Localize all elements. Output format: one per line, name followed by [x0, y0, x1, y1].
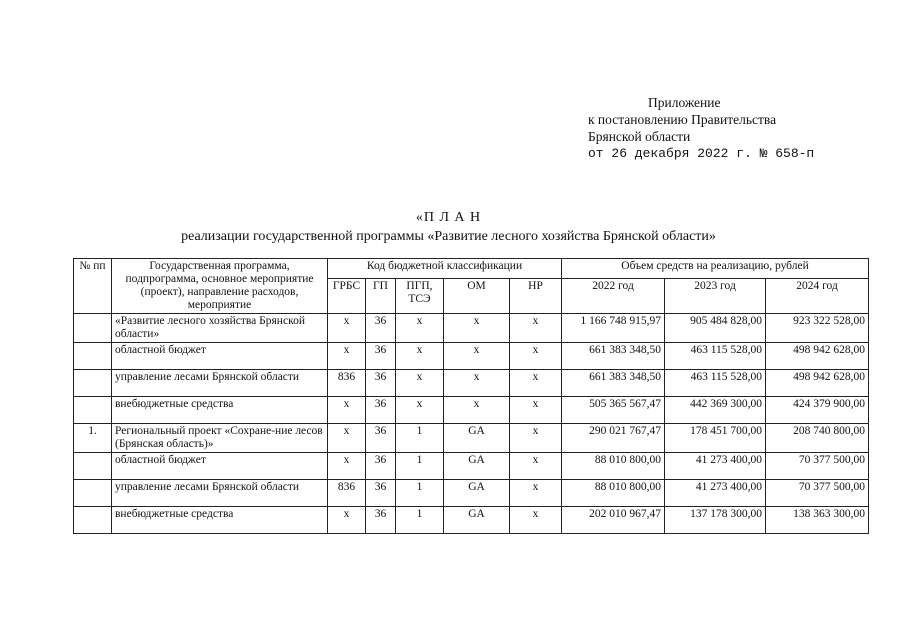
row-om: х: [444, 343, 510, 370]
row-number: [74, 370, 112, 397]
row-ppgp: 1: [396, 453, 444, 480]
row-2024: 138 363 300,00: [766, 507, 869, 534]
row-nr: х: [510, 314, 562, 343]
row-gp: 36: [366, 507, 396, 534]
row-om: GA: [444, 480, 510, 507]
appendix-date: от 26 декабря 2022 г. № 658-п: [588, 146, 815, 161]
row-2024: 70 377 500,00: [766, 480, 869, 507]
row-gp: 36: [366, 453, 396, 480]
row-gp: 36: [366, 397, 396, 424]
row-2022: 661 383 348,50: [562, 370, 665, 397]
row-number: [74, 314, 112, 343]
table-row: [74, 370, 869, 397]
row-om: GA: [444, 453, 510, 480]
row-2022: 202 010 967,47: [562, 507, 665, 534]
header-2022: 2022 год: [562, 278, 665, 313]
row-name: управление лесами Брянской области: [112, 480, 328, 507]
row-ppgp: 1: [396, 480, 444, 507]
row-2023: 178 451 700,00: [665, 424, 766, 453]
row-2023: 137 178 300,00: [665, 507, 766, 534]
row-om: GA: [444, 424, 510, 453]
row-nr: х: [510, 424, 562, 453]
row-gp: 36: [366, 370, 396, 397]
plan-table: [73, 258, 869, 534]
row-ppgp: 1: [396, 424, 444, 453]
row-nr: х: [510, 343, 562, 370]
header-code-group: Код бюджетной классификации: [328, 259, 562, 279]
row-2024: 498 942 628,00: [766, 370, 869, 397]
row-ppgp: х: [396, 397, 444, 424]
table-row: [74, 424, 869, 453]
row-ppgp: х: [396, 370, 444, 397]
header-2023: 2023 год: [665, 278, 766, 313]
row-2023: 463 115 528,00: [665, 370, 766, 397]
row-grbs: х: [328, 424, 366, 453]
row-om: х: [444, 370, 510, 397]
row-grbs: х: [328, 453, 366, 480]
row-gp: 36: [366, 424, 396, 453]
header-grbs: ГРБС: [328, 278, 366, 313]
row-2023: 463 115 528,00: [665, 343, 766, 370]
row-2022: 505 365 567,47: [562, 397, 665, 424]
row-2024: 424 379 900,00: [766, 397, 869, 424]
header-ppgp: ПГП, ТСЭ: [396, 278, 444, 313]
row-name: внебюджетные средства: [112, 397, 328, 424]
row-name: «Развитие лесного хозяйства Брянской области»: [112, 314, 328, 343]
row-2024: 923 322 528,00: [766, 314, 869, 343]
row-2022: 661 383 348,50: [562, 343, 665, 370]
row-grbs: х: [328, 507, 366, 534]
header-num: № пп: [74, 259, 112, 314]
row-2023: 442 369 300,00: [665, 397, 766, 424]
row-name: областной бюджет: [112, 453, 328, 480]
row-number: 1.: [74, 424, 112, 453]
table-row: [74, 453, 869, 480]
row-gp: 36: [366, 343, 396, 370]
row-ppgp: 1: [396, 507, 444, 534]
row-grbs: х: [328, 397, 366, 424]
row-nr: х: [510, 480, 562, 507]
appendix-line-1: Приложение: [648, 95, 721, 110]
row-2023: 905 484 828,00: [665, 314, 766, 343]
row-nr: х: [510, 397, 562, 424]
row-name: Региональный проект «Сохране-ние лесов (Брянская область)»: [112, 424, 328, 453]
row-2023: 41 273 400,00: [665, 480, 766, 507]
row-nr: х: [510, 507, 562, 534]
row-gp: 36: [366, 480, 396, 507]
row-ppgp: х: [396, 343, 444, 370]
row-grbs: 836: [328, 480, 366, 507]
appendix-block: [588, 94, 814, 162]
row-name: внебюджетные средства: [112, 507, 328, 534]
row-2022: 88 010 800,00: [562, 453, 665, 480]
row-grbs: х: [328, 314, 366, 343]
header-name: Государственная программа, подпрограмма, основное мероприятие (проект), направление расходов, мероприятие: [112, 259, 328, 314]
header-nr: НР: [510, 278, 562, 313]
row-om: х: [444, 397, 510, 424]
row-2022: 88 010 800,00: [562, 480, 665, 507]
plan-subtitle: реализации государственной программы «Развитие лесного хозяйства Брянской области»: [181, 229, 716, 244]
header-gp: ГП: [366, 278, 396, 313]
row-number: [74, 480, 112, 507]
row-nr: х: [510, 453, 562, 480]
row-nr: х: [510, 370, 562, 397]
row-number: [74, 343, 112, 370]
table-row: [74, 314, 869, 343]
row-2024: 70 377 500,00: [766, 453, 869, 480]
plan-title: «П Л А Н: [415, 210, 482, 225]
row-gp: 36: [366, 314, 396, 343]
header-2024: 2024 год: [766, 278, 869, 313]
table-row: [74, 343, 869, 370]
row-2023: 41 273 400,00: [665, 453, 766, 480]
row-om: GA: [444, 507, 510, 534]
row-number: [74, 507, 112, 534]
row-2024: 208 740 800,00: [766, 424, 869, 453]
row-grbs: х: [328, 343, 366, 370]
row-2024: 498 942 628,00: [766, 343, 869, 370]
appendix-line-3: Брянской области: [588, 129, 691, 144]
row-number: [74, 453, 112, 480]
row-name: областной бюджет: [112, 343, 328, 370]
header-om: ОМ: [444, 278, 510, 313]
row-2022: 290 021 767,47: [562, 424, 665, 453]
appendix-line-2: к постановлению Правительства: [588, 112, 777, 127]
row-2022: 1 166 748 915,97: [562, 314, 665, 343]
row-om: х: [444, 314, 510, 343]
table-row: [74, 507, 869, 534]
row-ppgp: х: [396, 314, 444, 343]
plan-table-body: [74, 314, 869, 534]
table-row: [74, 397, 869, 424]
row-number: [74, 397, 112, 424]
row-name: управление лесами Брянской области: [112, 370, 328, 397]
row-grbs: 836: [328, 370, 366, 397]
table-row: [74, 480, 869, 507]
header-volume-group: Объем средств на реализацию, рублей: [562, 259, 869, 279]
